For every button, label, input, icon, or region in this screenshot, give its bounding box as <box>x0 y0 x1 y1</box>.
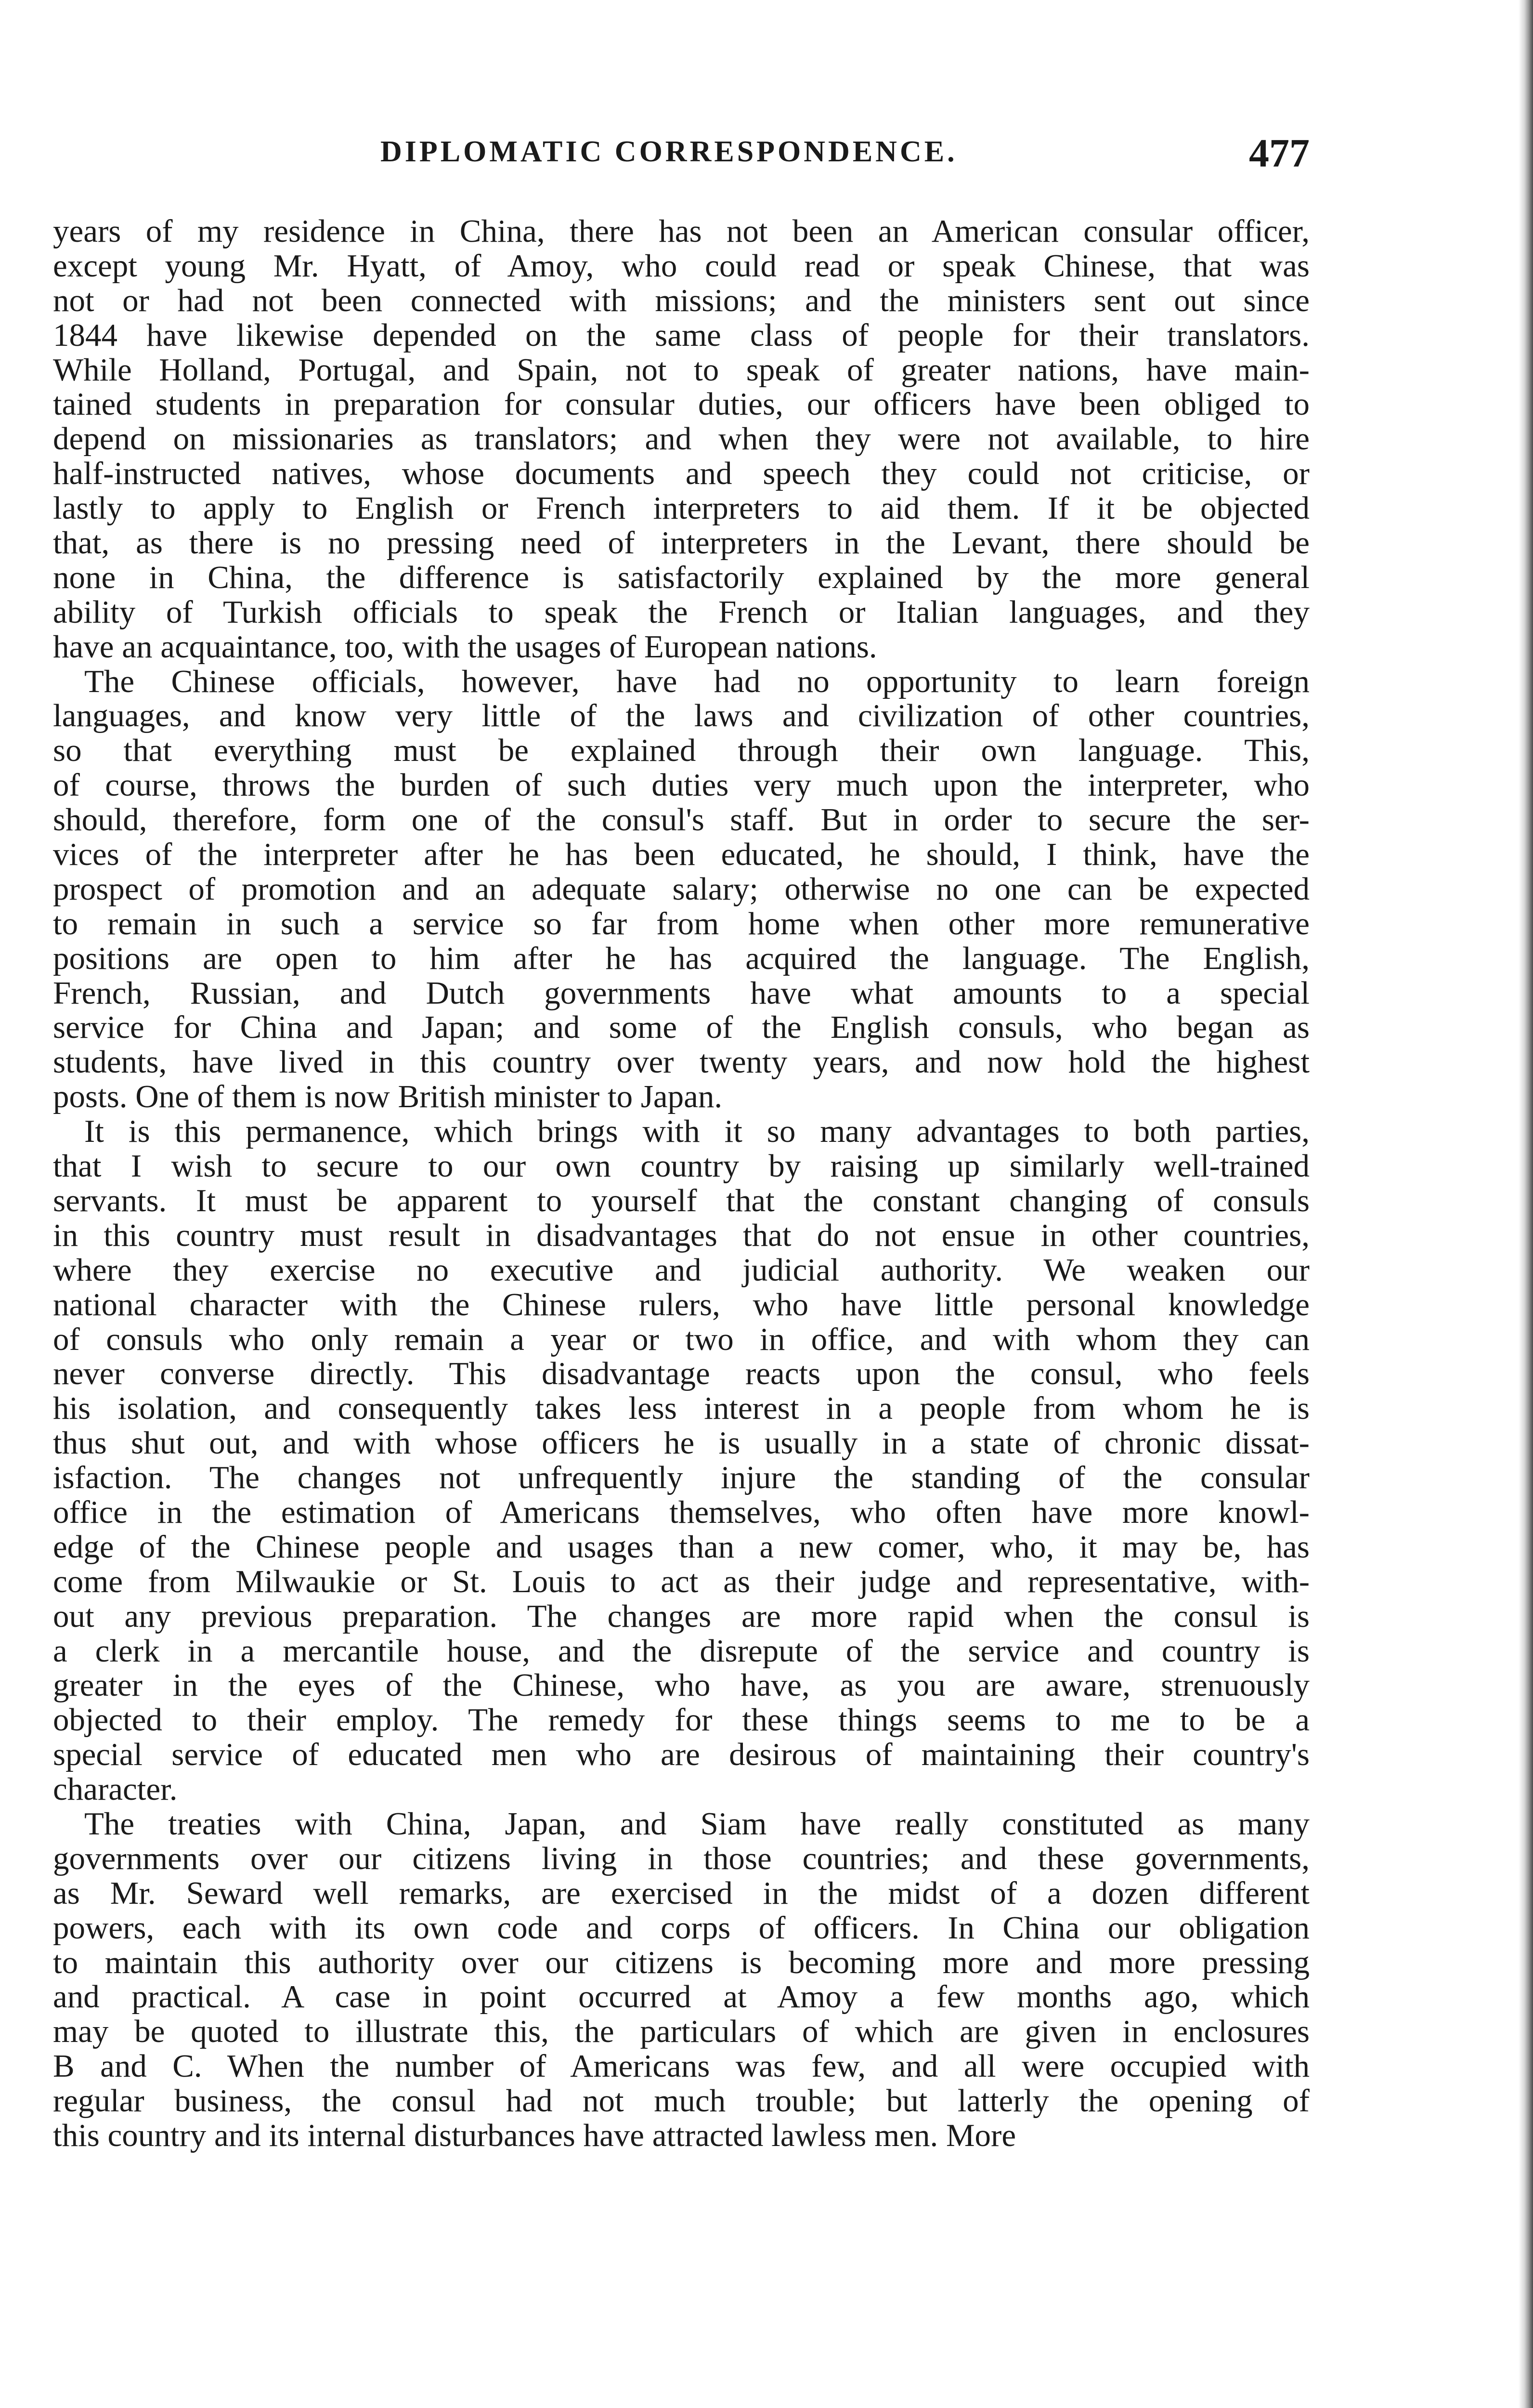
text-line: as Mr. Seward well remarks, are exercised in the midst of a dozen different <box>53 1875 1310 1911</box>
text-line: his isolation, and consequently takes less interest in a people from whom he is <box>53 1390 1310 1426</box>
text-line: edge of the Chinese people and usages than a new comer, who, it may be, has <box>53 1529 1310 1565</box>
page-header <box>53 130 1310 188</box>
text-line: regular business, the consul had not much trouble; but latterly the opening of <box>53 2083 1310 2119</box>
text-line: so that everything must be explained through their own language. This, <box>53 733 1310 769</box>
text-line: this country and its internal disturbances have attracted lawless men. More <box>53 2117 1016 2153</box>
text-line: never converse directly. This disadvantage reacts upon the consul, who feels <box>53 1356 1310 1392</box>
text-line: students, have lived in this country over twenty years, and now hold the highest <box>53 1044 1310 1080</box>
page-number: 477 <box>1249 131 1310 176</box>
text-line: have an acquaintance, too, with the usages of European nations. <box>53 628 877 665</box>
text-line: of course, throws the burden of such duties very much upon the interpreter, who <box>53 767 1310 803</box>
text-line: The Chinese officials, however, have had no opportunity to learn foreign <box>84 663 1310 699</box>
text-line: positions are open to him after he has acquired the language. The English, <box>53 940 1310 976</box>
text-line: character. <box>53 1771 178 1807</box>
text-line: objected to their employ. The remedy for these things seems to me to be a <box>53 1702 1310 1738</box>
text-line: 1844 have likewise depended on the same class of people for their translators. <box>53 317 1310 353</box>
paragraph <box>53 665 1310 1115</box>
text-line: lastly to apply to English or French interpreters to aid them. If it be objected <box>53 490 1310 526</box>
text-line: service for China and Japan; and some of the English consuls, who began as <box>53 1009 1310 1046</box>
text-line: that, as there is no pressing need of interpreters in the Levant, there should be <box>53 525 1310 561</box>
text-line: powers, each with its own code and corps of officers. In China our obligation <box>53 1910 1310 1946</box>
text-line: except young Mr. Hyatt, of Amoy, who could read or speak Chinese, that was <box>53 248 1310 284</box>
text-line: years of my residence in China, there has not been an American consular officer, <box>53 213 1310 249</box>
text-line: not or had not been connected with missions; and the ministers sent out since <box>53 282 1310 318</box>
text-line: office in the estimation of Americans themselves, who often have more knowl- <box>53 1494 1310 1530</box>
running-title: DIPLOMATIC CORRESPONDENCE. <box>380 135 958 168</box>
paragraph <box>53 214 1310 665</box>
paragraph <box>53 1114 1310 1807</box>
page-edge-shadow <box>1519 0 1533 2408</box>
text-line: tained students in preparation for consular duties, our officers have been obliged to <box>53 386 1310 422</box>
text-line: servants. It must be apparent to yourself that the constant changing of consuls <box>53 1182 1310 1218</box>
body-text <box>53 214 1310 2153</box>
text-line: to maintain this authority over our citizens is becoming more and more pressing <box>53 1944 1310 1980</box>
text-line: that I wish to secure to our own country by raising up similarly well-trained <box>53 1148 1310 1184</box>
text-line: to remain in such a service so far from home when other more remunerative <box>53 905 1310 942</box>
paragraph <box>53 1807 1310 2153</box>
text-line: languages, and know very little of the laws and civilization of other countries, <box>53 698 1310 734</box>
text-line: in this country must result in disadvantages that do not ensue in other countries, <box>53 1217 1310 1253</box>
text-line: special service of educated men who are desirous of maintaining their country's <box>53 1737 1310 1773</box>
text-line: B and C. When the number of Americans was few, and all were occupied with <box>53 2048 1310 2084</box>
text-line: should, therefore, form one of the consul's staff. But in order to secure the ser- <box>53 802 1310 838</box>
text-line: It is this permanence, which brings with it so many advantages to both parties, <box>84 1113 1310 1150</box>
text-line: out any previous preparation. The changes are more rapid when the consul is <box>53 1598 1310 1634</box>
text-line: none in China, the difference is satisfactorily explained by the more general <box>53 559 1310 595</box>
text-line: where they exercise no executive and judicial authority. We weaken our <box>53 1252 1310 1288</box>
text-line: prospect of promotion and an adequate salary; otherwise no one can be expected <box>53 871 1310 907</box>
text-line: greater in the eyes of the Chinese, who have, as you are aware, strenuously <box>53 1667 1310 1703</box>
text-line: and practical. A case in point occurred at Amoy a few months ago, which <box>53 1979 1310 2015</box>
text-line: depend on missionaries as translators; and when they were not available, to hire <box>53 421 1310 457</box>
text-line: may be quoted to illustrate this, the particulars of which are given in enclosures <box>53 2014 1310 2050</box>
text-line: isfaction. The changes not unfrequently injure the standing of the consular <box>53 1460 1310 1496</box>
text-line: French, Russian, and Dutch governments have what amounts to a special <box>53 975 1310 1011</box>
text-line: of consuls who only remain a year or two in office, and with whom they can <box>53 1321 1310 1357</box>
text-line: a clerk in a mercantile house, and the disrepute of the service and country is <box>53 1633 1310 1669</box>
text-line: national character with the Chinese rulers, who have little personal knowledge <box>53 1286 1310 1322</box>
text-line: vices of the interpreter after he has been educated, he should, I think, have the <box>53 837 1310 873</box>
text-line: ability of Turkish officials to speak the French or Italian languages, and they <box>53 594 1310 630</box>
text-line: governments over our citizens living in those countries; and these governments, <box>53 1840 1310 1876</box>
text-line: posts. One of them is now British minister to Japan. <box>53 1079 723 1115</box>
text-line: come from Milwaukie or St. Louis to act as their judge and representative, with- <box>53 1563 1310 1599</box>
text-line: While Holland, Portugal, and Spain, not to speak of greater nations, have main- <box>53 352 1310 388</box>
text-line: half-instructed natives, whose documents and speech they could not criticise, or <box>53 456 1310 492</box>
text-line: thus shut out, and with whose officers he is usually in a state of chronic dissat- <box>53 1425 1310 1461</box>
text-line: The treaties with China, Japan, and Siam have really constituted as many <box>84 1806 1310 1842</box>
